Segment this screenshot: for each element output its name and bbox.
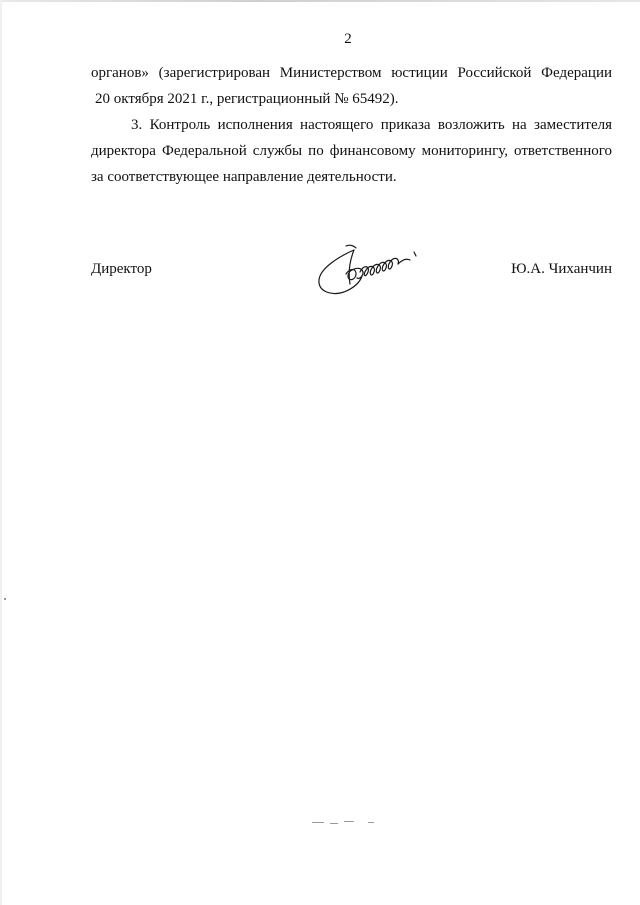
paragraph-line-4: директора Федеральной службы по финансовому мониторингу, ответственного: [91, 143, 612, 159]
paragraph-line-1: органов» (зарегистрирован Министерством юстиции Российской Федерации: [91, 65, 612, 81]
handwritten-signature: [310, 238, 430, 308]
scan-artifact: [368, 822, 374, 823]
scan-artifact: [344, 821, 354, 822]
signatory-title: Директор: [91, 261, 152, 277]
page-number: 2: [344, 31, 352, 47]
paragraph-line-5: за соответствующее направление деятельности.: [91, 169, 397, 185]
scan-top-edge: [0, 0, 640, 2]
scan-artifact: [312, 822, 324, 823]
signatory-name: Ю.А. Чиханчин: [511, 261, 612, 277]
paragraph-line-2: 20 октября 2021 г., регистрационный № 65492).: [95, 91, 399, 107]
scan-left-edge: [0, 0, 2, 905]
scan-artifact: [4, 598, 6, 600]
paragraph-line-3: 3. Контроль исполнения настоящего приказа возложить на заместителя: [131, 117, 612, 133]
scan-artifact: [330, 823, 338, 824]
